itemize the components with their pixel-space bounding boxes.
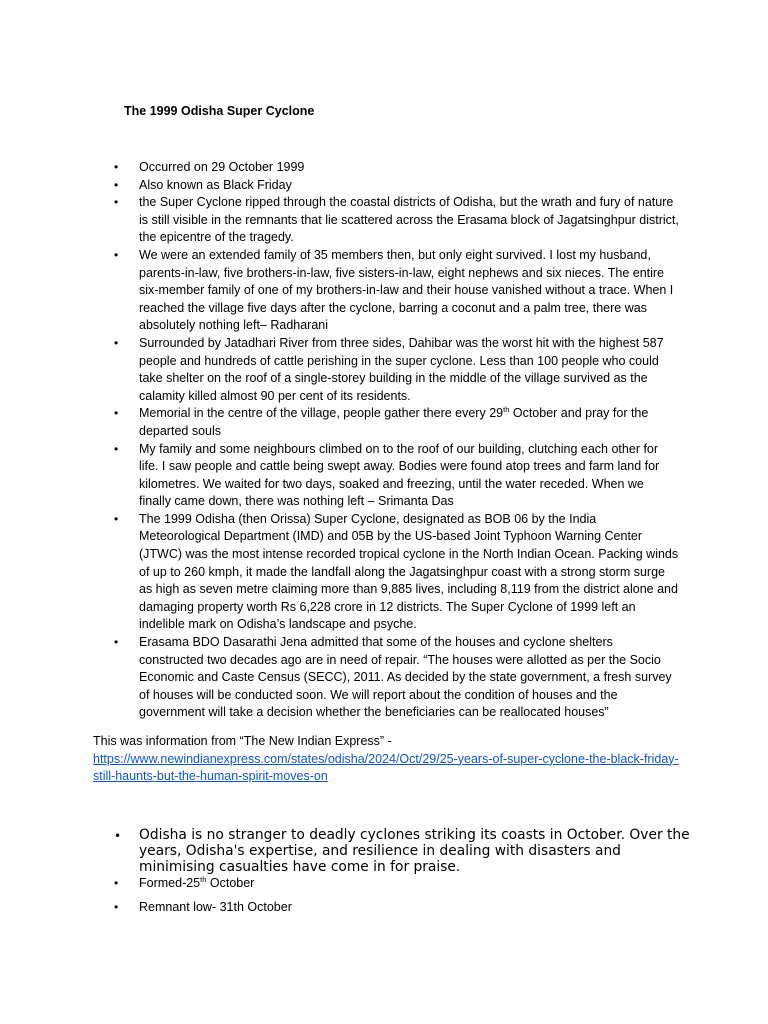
bullet-icon: • [114, 160, 119, 174]
list-item: • Occurred on 29 October 1999 [0, 159, 679, 177]
bullet-list-secondary [0, 828, 699, 917]
bullet-icon: • [114, 335, 119, 350]
list-item: • We were an extended family of 35 members then, but only eight survived. I lost my husband, parents-in-law, five brothers-in-law, five sisters-in-law, eight nephews and six nieces. The entire six-member family of one of my brothers-in-law and their house vanished without a trace. When I reached the village five days after the cyclone, barring a coconut and a palm tree, there was absolutely nothing left– Radharani [114, 247, 674, 333]
bullet-icon: • [114, 441, 119, 456]
bullet-icon: • [114, 511, 119, 526]
bullet-icon: • [114, 247, 119, 262]
list-item: • Odisha is no stranger to deadly cyclones striking its coasts in October. Over the years, Odisha's expertise, and resilience in dealing with disasters and minimising casualties have come in for praise. [114, 827, 690, 875]
list-item: • The 1999 Odisha (then Orissa) Super Cyclone, designated as BOB 06 by the India Meteorological Department (IMD) and 05B by the US-based Joint Typhoon Warning Center (JTWC) was the most intense recorded tropical cyclone in the North Indian Ocean. Packing winds of up to 260 kmph, it made the landfall along the Jagatsinghpur coast with a strong storm surge as high as seven metre claiming more than 9,885 lives, including 8,119 from the district alone and damaging property worth Rs 6,228 crore in 12 districts. The Super Cyclone of 1999 left an indelible mark on Odisha’s landscape and psyche. [114, 511, 679, 632]
document-title: The 1999 Odisha Super Cyclone [124, 104, 315, 118]
list-item: • the Super Cyclone ripped through the coastal districts of Odisha, but the wrath and fury of nature is still visible in the remnants that lie scattered across the Erasama block of Jagatsinghpur district, the epicentre of the tragedy. [114, 195, 679, 245]
list-item: • Remnant low- 31th October [0, 899, 679, 917]
bullet-icon: • [114, 635, 119, 650]
bullet-icon: • [114, 406, 119, 421]
bullet-icon: • [114, 876, 119, 891]
bullet-icon: • [114, 195, 119, 210]
list-item: • Formed-25th October [0, 875, 679, 893]
bullet-icon: • [114, 899, 119, 914]
list-item: • Surrounded by Jatadhari River from three sides, Dahibar was the worst hit with the highest 587 people and hundreds of cattle perishing in the super cyclone. Less than 100 people who could take shelter on the roof of a single-storey building in the middle of the village survived as the calamity killed almost 90 per cent of its residents. [114, 335, 664, 403]
source-prefix: This was information from “The New Indian Express” - [93, 734, 392, 748]
source-link[interactable]: https://www.newindianexpress.com/states/odisha/2024/Oct/29/25-years-of-super-cyclone-the-black-friday-still-haunts-but-the-human-spirit-moves-on [93, 751, 679, 784]
bullet-icon: • [114, 177, 119, 192]
list-item: • Memorial in the centre of the village, people gather there every 29th October and pray for the departed souls [114, 405, 649, 438]
list-item: • Erasama BDO Dasarathi Jena admitted that some of the houses and cyclone shelters constructed two decades ago are in need of repair. “The houses were allotted as per the Socio Economic and Caste Census (SECC), 2011. As decided by the state government, a fresh survey of houses will be conducted soon. We will report about the condition of houses and the government will take a decision whether the beneficiaries can be reallocated houses” [114, 635, 672, 720]
list-item: • My family and some neighbours climbed on to the roof of our building, clutching each other for life. I saw people and cattle being swept away. Bodies were found atop trees and farm land for kilometres. We waited for two days, soaked and freezing, until the water receded. When we finally came down, there was nothing left – Srimanta Das [114, 441, 660, 509]
bullet-list-main [0, 159, 679, 722]
bullet-icon: • [114, 829, 122, 843]
list-item: • Also known as Black Friday [0, 177, 679, 195]
source-note [93, 733, 693, 786]
